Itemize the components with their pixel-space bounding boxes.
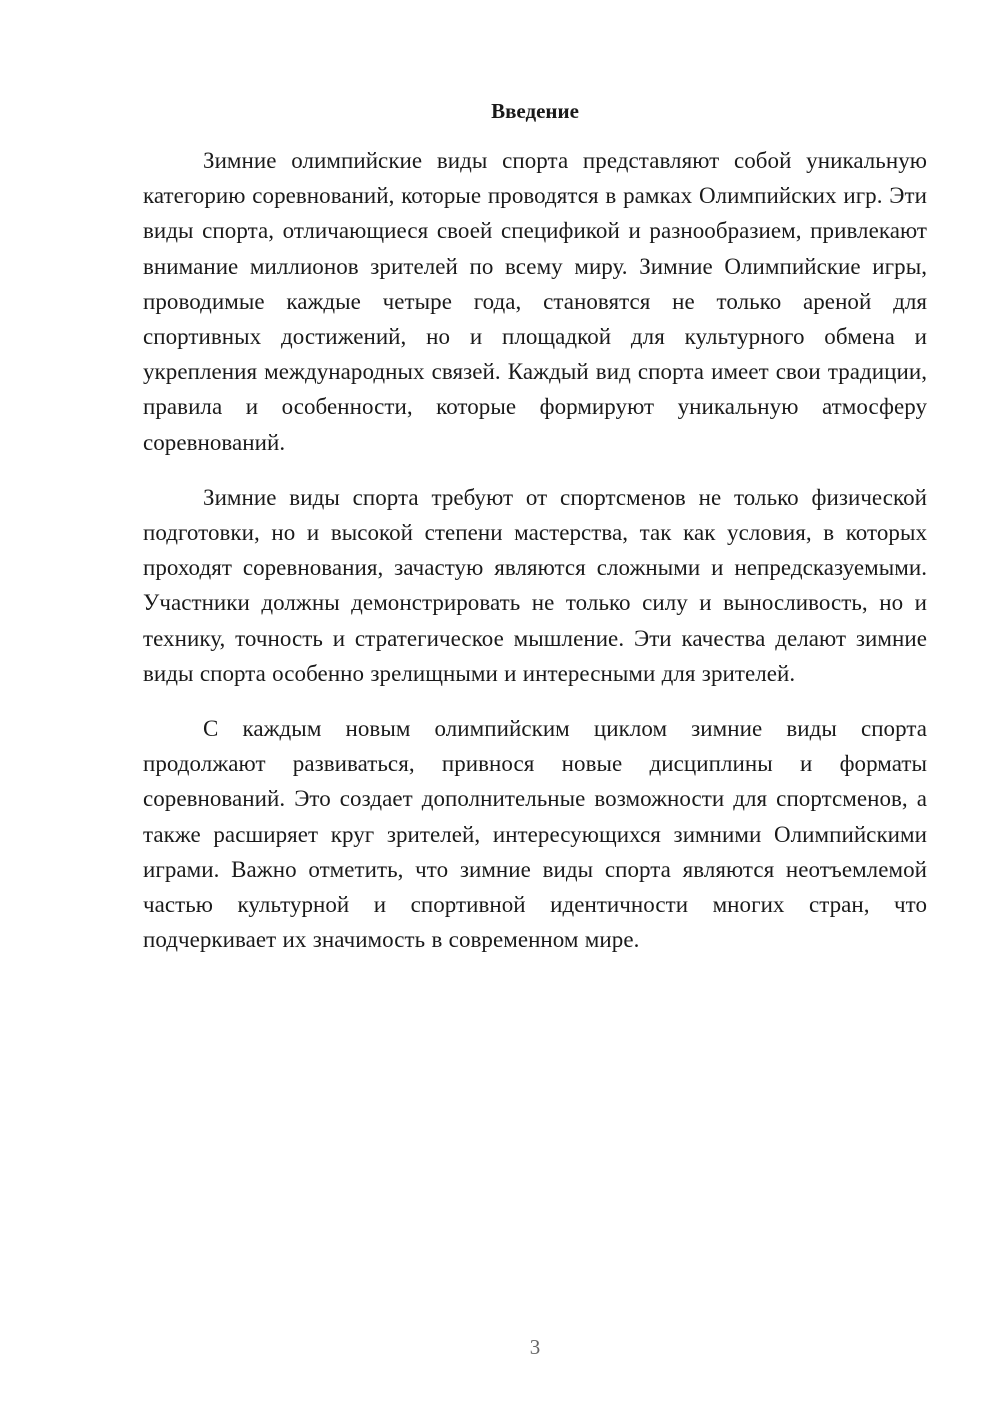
- paragraph-1: Зимние олимпийские виды спорта представляют собой уникальную категорию соревнований, которые проводятся в рамках Олимпийских игр. Эти виды спорта, отличающиеся своей спецификой и разнообразием, привлекают внимание миллионов зрителей по всему миру. Зимние Олимпийские игры, проводимые каждые четыре года, становятся не только ареной для спортивных достижений, но и площадкой для культурного обмена и укрепления международных связей. Каждый вид спорта имеет свои традиции, правила и особенности, которые формируют уникальную атмосферу соревнований.: [143, 148, 927, 455]
- page-number: 3: [529, 1335, 541, 1359]
- body-text: [143, 143, 927, 977]
- page-title: Введение: [491, 99, 579, 123]
- paragraph-3: С каждым новым олимпийским циклом зимние виды спорта продолжают развиваться, привнося новые дисциплины и форматы соревнований. Это создает дополнительные возможности для спортсменов, а также расширяет круг зрителей, интересующихся зимними Олимпийскими играми. Важно отметить, что зимние виды спорта являются неотъемлемой частью культурной и спортивной идентичности многих стран, что подчеркивает их значимость в современном мире.: [143, 716, 927, 953]
- paragraph-2: Зимние виды спорта требуют от спортсменов не только физической подготовки, но и высокой степени мастерства, так как условия, в которых проходят соревнования, зачастую являются сложными и непредсказуемыми. Участники должны демонстрировать не только силу и выносливость, но и технику, точность и стратегическое мышление. Эти качества делают зимние виды спорта особенно зрелищными и интересными для зрителей.: [143, 484, 927, 686]
